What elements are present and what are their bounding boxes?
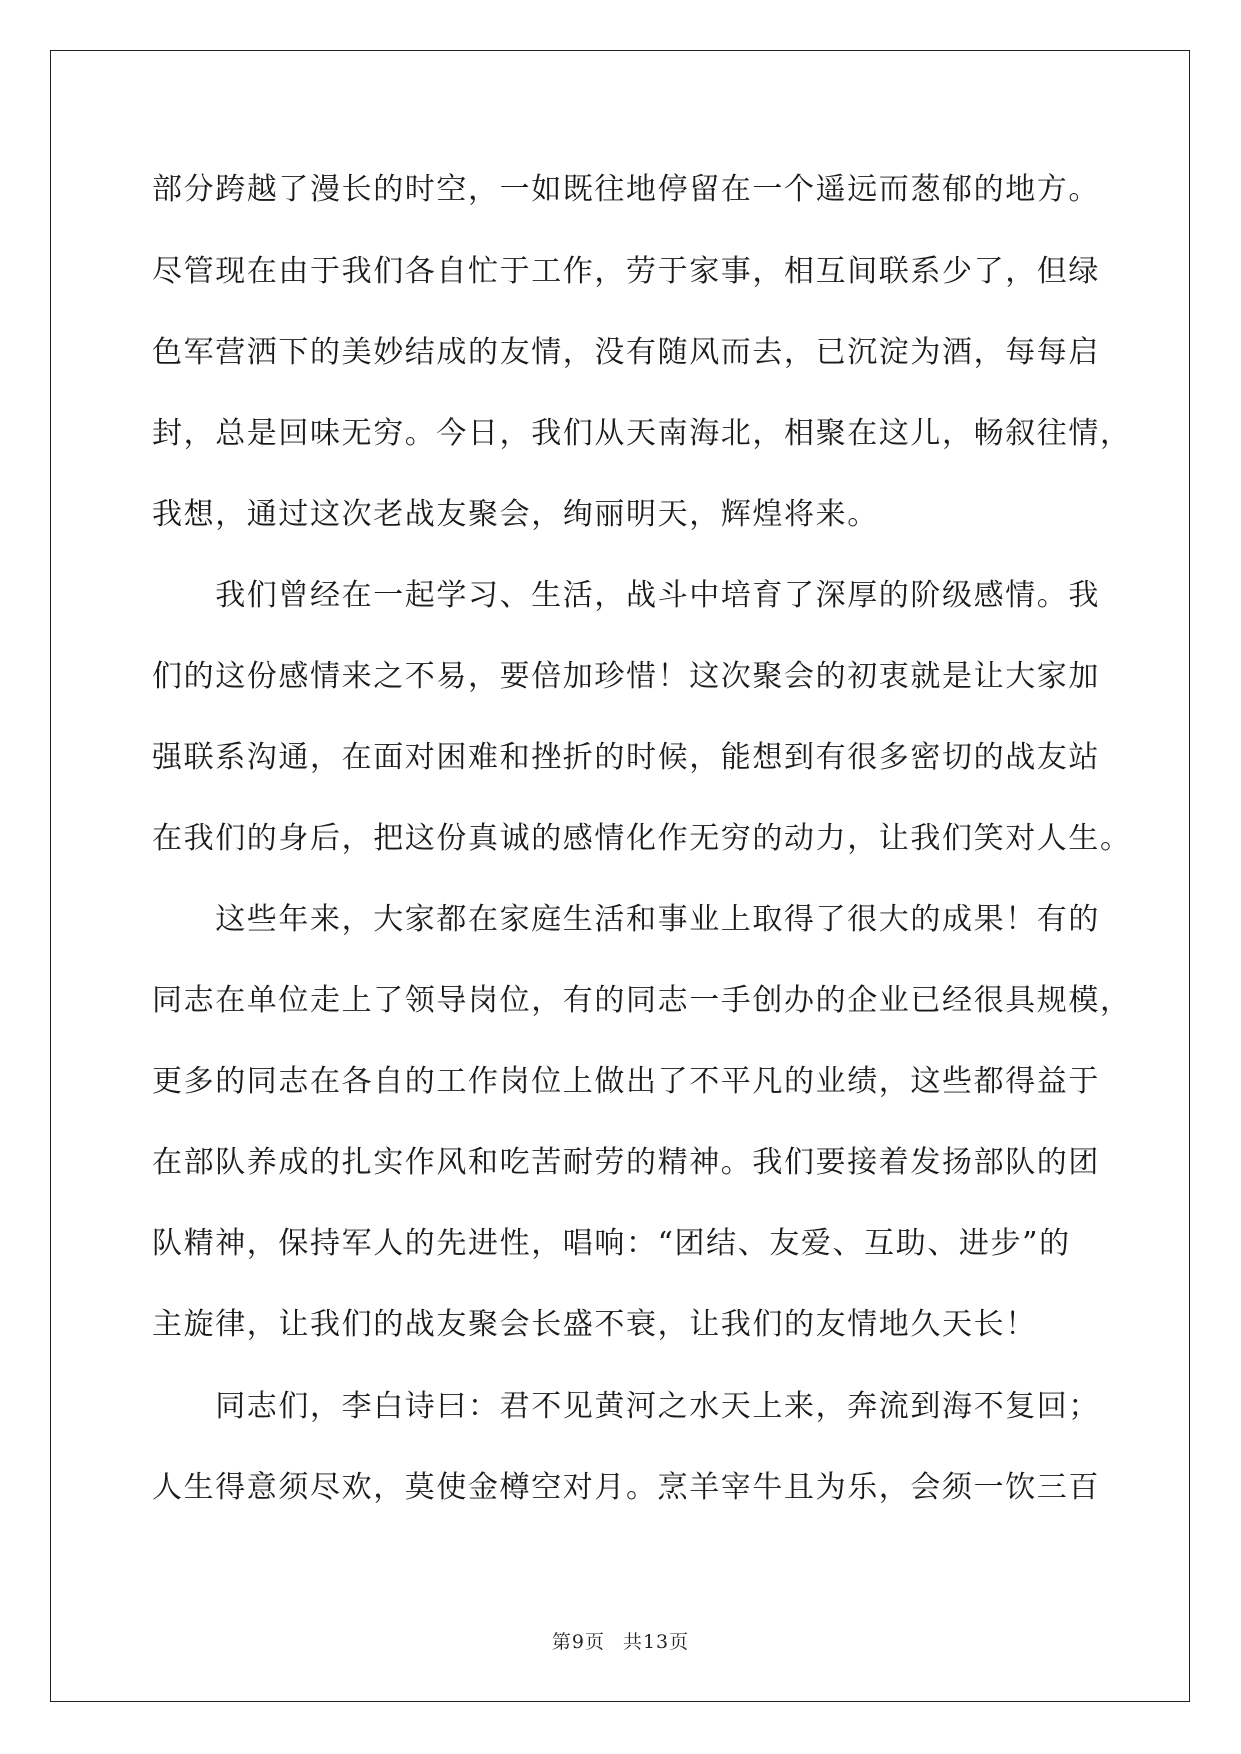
text-line: 我们曾经在一起学习、生活，战斗中培育了深厚的阶级感情。我: [152, 578, 1100, 613]
text-line: 同志们，李白诗曰：君不见黄河之水天上来，奔流到海不复回；: [152, 1389, 1100, 1424]
text-line: 强联系沟通，在面对困难和挫折的时候，能想到有很多密切的战友站: [152, 740, 1100, 775]
text-line: 们的这份感情来之不易，要倍加珍惜！这次聚会的初衷就是让大家加: [152, 659, 1100, 694]
page-footer: [0, 1630, 1241, 1654]
text-line: 同志在单位走上了领导岗位，有的同志一手创办的企业已经很具规模，: [152, 983, 1132, 1018]
text-line: 这些年来，大家都在家庭生活和事业上取得了很大的成果！有的: [152, 902, 1100, 937]
text-line: 在部队养成的扎实作风和吃苦耐劳的精神。我们要接着发扬部队的团: [152, 1145, 1100, 1180]
text-line: 主旋律，让我们的战友聚会长盛不衰，让我们的友情地久天长！: [152, 1307, 1037, 1342]
text-line: 人生得意须尽欢，莫使金樽空对月。烹羊宰牛且为乐，会须一饮三百: [152, 1470, 1100, 1505]
text-line: 我想，通过这次老战友聚会，绚丽明天，辉煌将来。: [152, 497, 879, 532]
text-line: 队精神，保持军人的先进性，唱响：“团结、友爱、互助、进步”的: [152, 1226, 1071, 1261]
text-line: 色军营洒下的美妙结成的友情，没有随风而去，已沉淀为酒，每每启: [152, 335, 1100, 370]
text-line: 部分跨越了漫长的时空，一如既往地停留在一个遥远而葱郁的地方。: [152, 172, 1100, 207]
text-line: 尽管现在由于我们各自忙于工作，劳于家事，相互间联系少了，但绿: [152, 254, 1100, 289]
page-border: [50, 50, 1190, 1702]
text-line: 在我们的身后，把这份真诚的感情化作无穷的动力，让我们笑对人生。: [152, 821, 1132, 856]
text-line: 封，总是回味无穷。今日，我们从天南海北，相聚在这儿，畅叙往情，: [152, 416, 1132, 451]
page-number: 第9页: [551, 1631, 605, 1653]
text-line: 更多的同志在各自的工作岗位上做出了不平凡的业绩，这些都得益于: [152, 1064, 1100, 1099]
page-total: 共13页: [622, 1631, 690, 1653]
